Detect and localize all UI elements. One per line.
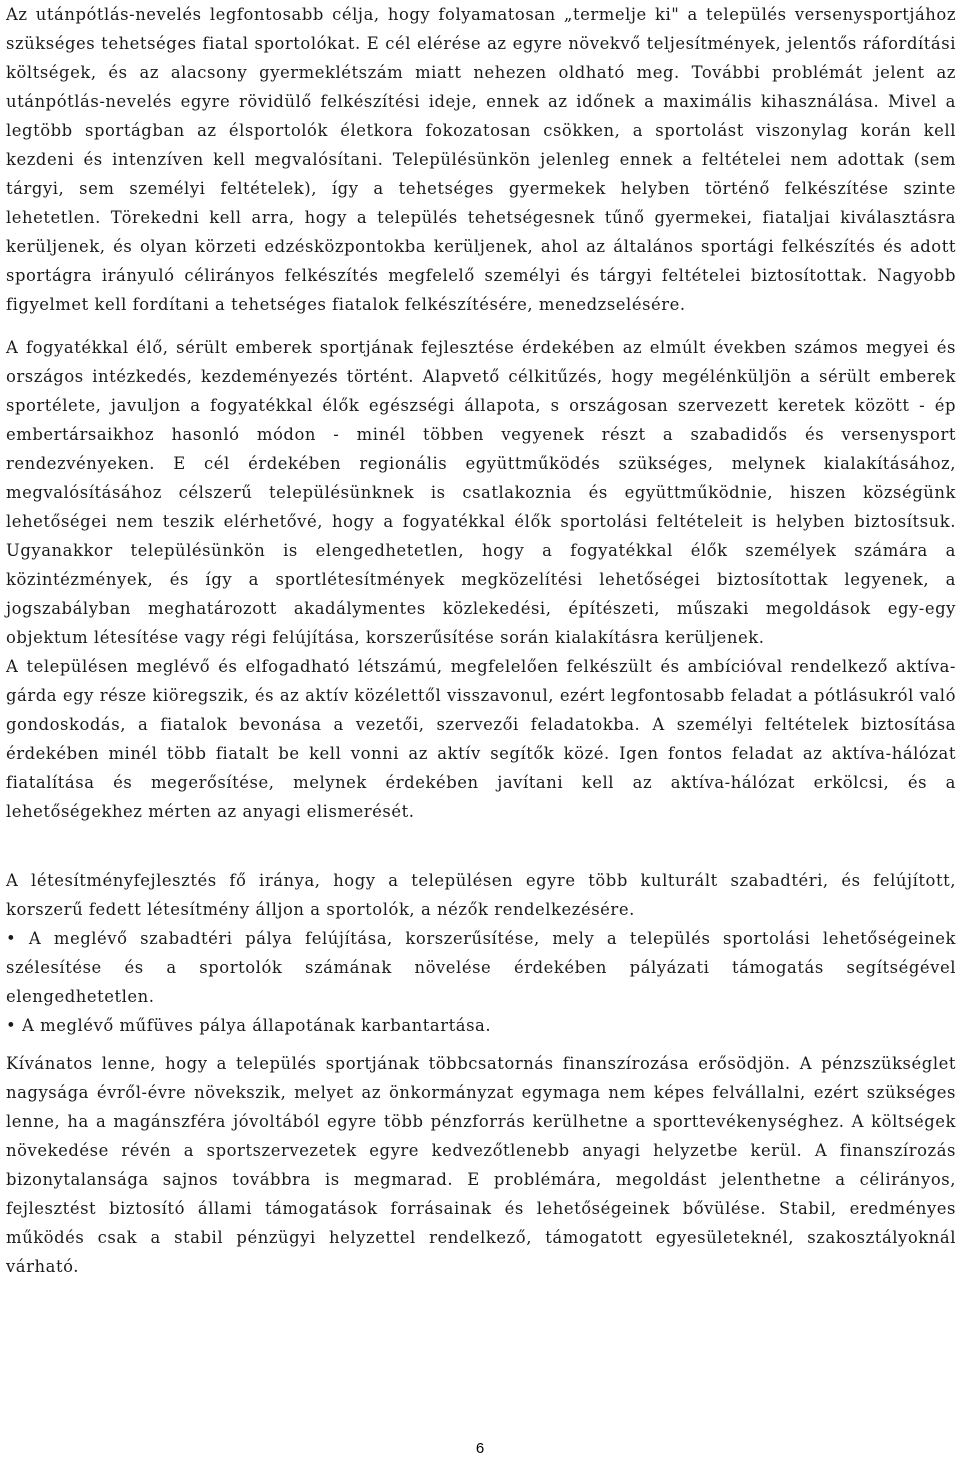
spacer xyxy=(6,1040,956,1049)
page-number: 6 xyxy=(475,1440,485,1457)
spacer xyxy=(6,826,956,866)
paragraph-volunteers: A településen meglévő és elfogadható létszámú, megfelelően felkészült és ambícióval rendelkező aktíva-gárda egy része kiöregszik, és az aktív közélettől visszavonul, ezért legfontosabb feladat a pótlásukról való gondoskodás, a fiatalok bevonása a vezetői, szervezői feladatokba. A személyi feltételek biztosítása érdekében minél több fiatalt be kell vonni az aktív segítők közé. Igen fontos feladat az aktíva-hálózat fiatalítása és megerősítése, melynek érdekében javítani kell az aktíva-hálózat erkölcsi, és a lehetőségekhez mérten az anyagi elismerését. xyxy=(6,657,956,821)
paragraph-financing: Kívánatos lenne, hogy a település sportjának többcsatornás finanszírozása erősödjön. A pénzszükséglet nagysága évről-évre növekszik, melyet az önkormányzat egymaga nem képes felvállalni, ezért szükséges lenne, ha a magánszféra jóvoltából egyre több pénzforrás kerülhetne a sporttevékenységhez. A költségek növekedése révén a sportszervezetek egyre kedvezőtlenebb anyagi helyzetbe kerül. A finanszírozás bizonytalansága sajnos továbbra is megmarad. E problémára, megoldást jelenthetne a célirányos, fejlesztést biztosító állami támogatások forrásainak és lehetőségeinek bővülése. Stabil, eredményes működés csak a stabil pénzügyi helyzettel rendelkező, támogatott egyesületeknél, szakosztályoknál várható. xyxy=(6,1054,956,1276)
bullet-outdoor-pitch: • A meglévő szabadtéri pálya felújítása, korszerűsítése, mely a település sportolási lehetőségeinek szélesítése és a sportolók számának növelése érdekében pályázati támogatás segítségével elengedhetetlen. xyxy=(6,929,956,1006)
bullet-artificial-turf: • A meglévő műfüves pálya állapotának karbantartása. xyxy=(6,1016,492,1035)
paragraph-disabled-sports: A fogyatékkal élő, sérült emberek sportjának fejlesztése érdekében az elmúlt években számos megyei és országos intézkedés, kezdeményezés történt. Alapvető célkitűzés, hogy megélénküljön a sérült emberek sportélete, javuljon a fogyatékkal élők egészségi állapota, s országosan szervezett keretek között - ép embertársaikhoz hasonló módon - minél többen vegyenek részt a szabadidős és versenysport rendezvényeken. E cél érdekében regionális együttműködés szükséges, melynek kialakításához, megvalósításához célszerű településünknek is csatlakoznia és együttműködnie, hiszen községünk lehetőségei nem teszik elérhetővé, hogy a fogyatékkal élők sportolási feltételeit is helyben biztosítsuk. Ugyanakkor településünkön is elengedhetetlen, hogy a fogyatékkal élők személyek számára a közintézmények, és így a sportlétesítmények megközelítési lehetőségei biztosítottak legyenek, a jogszabályban meghatározott akadálymentes közlekedési, építészeti, műszaki megoldások egy-egy objektum létesítése vagy régi felújítása, korszerűsítése során kialakításra kerüljenek. xyxy=(6,338,956,647)
spacer xyxy=(6,319,956,333)
paragraph-youth-development: Az utánpótlás-nevelés legfontosabb célja, hogy folyamatosan „termelje ki" a település versenysportjához szükséges tehetséges fiatal sportolókat. E cél elérése az egyre növekvő teljesítmények, jelentős ráfordítási költségek, és az alacsony gyermeklétszám miatt nehezen oldható meg. További problémát jelent az utánpótlás-nevelés egyre rövidülő felkészítési ideje, ennek az időnek a maximális kihasználása. Mivel a legtöbb sportágban az élsportolók életkora fokozatosan csökken, a sportolást viszonylag korán kell kezdeni és intenzíven kell megvalósítani. Településünkön jelenleg ennek a feltételei nem adottak (sem tárgyi, sem személyi feltételek), így a tehetséges gyermekek helyben történő felkészítése szinte lehetetlen. Törekedni kell arra, hogy a település tehetségesnek tűnő gyermekei, fiataljai kiválasztásra kerüljenek, és olyan körzeti edzésközpontokba kerüljenek, ahol az általános sportági felkészítés és adott sportágra irányuló célirányos felkészítés megfelelő személyi és tárgyi feltételei biztosítottak. Nagyobb figyelmet kell fordítani a tehetséges fiatalok felkészítésére, menedzselésére. xyxy=(6,5,956,314)
paragraph-facility-development: A létesítményfejlesztés fő iránya, hogy a településen egyre több kulturált szabadtéri, és felújított, korszerű fedett létesítmény álljon a sportolók, a nézők rendelkezésére. xyxy=(6,871,956,919)
